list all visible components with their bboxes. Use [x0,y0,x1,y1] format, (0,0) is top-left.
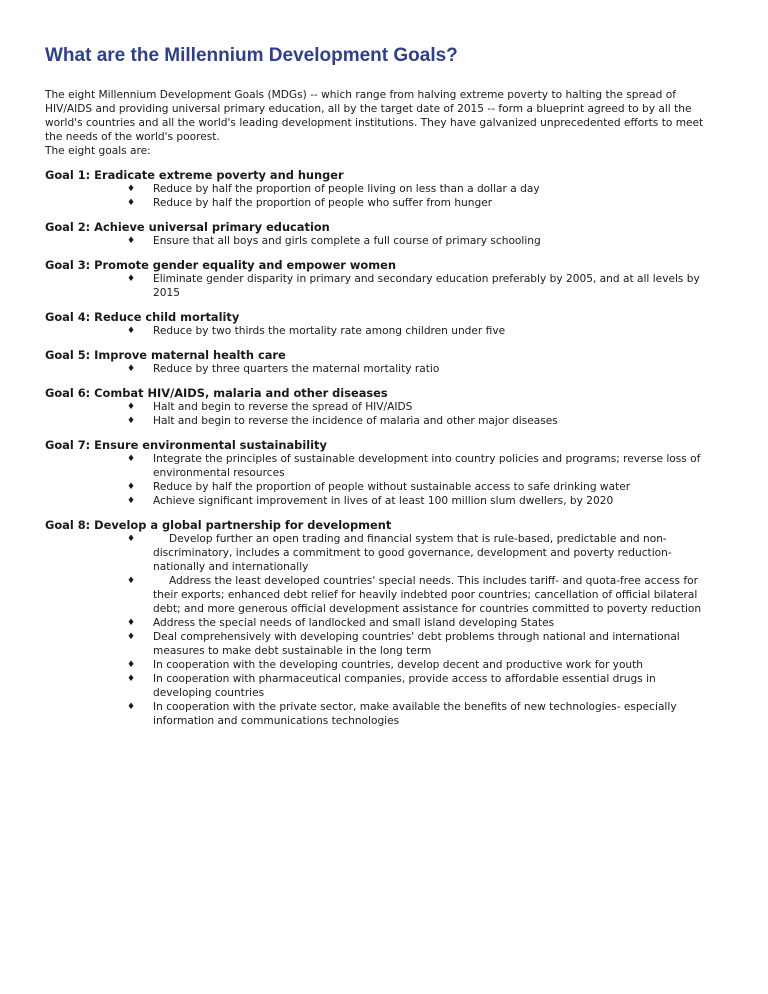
target-list [45,272,715,300]
diamond-bullet-icon: ♦ [127,618,136,628]
target-item [45,196,713,210]
goal-heading: Goal 3: Promote gender equality and empower women [45,258,396,272]
target-text: Reduce by half the proportion of people living on less than a dollar a day [153,183,540,195]
diamond-bullet-icon: ♦ [127,364,136,374]
target-text: In cooperation with the private sector, make available the benefits of new technologies- especially information and communications technologies [153,701,677,727]
diamond-bullet-icon: ♦ [127,326,136,336]
goal-heading: Goal 7: Ensure environmental sustainability [45,438,327,452]
page-title: What are the Millennium Development Goals? [45,45,458,66]
goal-heading: Goal 6: Combat HIV/AIDS, malaria and other diseases [45,386,388,400]
target-text: Reduce by three quarters the maternal mortality ratio [153,363,440,375]
target-item [45,616,713,630]
goal-section-3 [45,258,715,300]
target-text: Eliminate gender disparity in primary and secondary education preferably by 2005, and at all levels by 2015 [153,273,700,299]
target-text: Achieve significant improvement in lives of at least 100 million slum dwellers, by 2020 [153,495,614,507]
goal-section-6 [45,386,715,428]
target-item [45,234,713,248]
goal-section-5 [45,348,715,376]
target-item [45,480,713,494]
intro-lead: The eight goals are: [45,145,151,157]
goal-heading: Goal 2: Achieve universal primary education [45,220,330,234]
goal-heading: Goal 4: Reduce child mortality [45,310,240,324]
diamond-bullet-icon: ♦ [127,236,136,246]
diamond-bullet-icon: ♦ [127,660,136,670]
goal-heading: Goal 1: Eradicate extreme poverty and hunger [45,168,344,182]
intro-section [45,88,715,158]
diamond-bullet-icon: ♦ [127,198,136,208]
target-item [45,414,713,428]
target-item [45,574,713,616]
target-text: Reduce by half the proportion of people who suffer from hunger [153,197,493,209]
diamond-bullet-icon: ♦ [127,482,136,492]
target-text: Address the least developed countries' special needs. This includes tariff- and quota-free access for their exports; enhanced debt relief for heavily indebted poor countries; cancellation of official bilateral debt; and more generous official development assistance for countries committed to poverty reduction [153,575,702,615]
target-text: In cooperation with the developing countries, develop decent and productive work for youth [153,659,644,671]
target-item [45,494,713,508]
diamond-bullet-icon: ♦ [127,576,136,586]
diamond-bullet-icon: ♦ [127,402,136,412]
target-text: Address the special needs of landlocked and small island developing States [153,617,555,629]
goal-section-7 [45,438,715,508]
goal-section-8 [45,518,715,728]
diamond-bullet-icon: ♦ [127,416,136,426]
target-item [45,324,713,338]
target-list [45,400,715,428]
target-text: Halt and begin to reverse the spread of HIV/AIDS [153,401,413,413]
target-text: Integrate the principles of sustainable development into country policies and programs; reverse loss of environmental resources [153,453,701,479]
target-list [45,532,715,728]
target-item [45,672,713,700]
diamond-bullet-icon: ♦ [127,632,136,642]
diamond-bullet-icon: ♦ [127,674,136,684]
target-item [45,630,713,658]
goal-heading: Goal 5: Improve maternal health care [45,348,286,362]
diamond-bullet-icon: ♦ [127,454,136,464]
target-item [45,362,713,376]
goal-section-1 [45,168,715,210]
goal-section-2 [45,220,715,248]
goal-heading: Goal 8: Develop a global partnership for development [45,518,392,532]
diamond-bullet-icon: ♦ [127,274,136,284]
intro-paragraph: The eight Millennium Development Goals (MDGs) -- which range from halving extreme poverty to halting the spread of HIV/AIDS and providing universal primary education, all by the target date of 2015 -- form a blueprint agreed to by all the world's countries and all the world's leading development institutions. They have galvanized unprecedented efforts to meet the needs of the world's poorest. [45,89,704,143]
target-item [45,182,713,196]
target-list [45,182,715,210]
diamond-bullet-icon: ♦ [127,496,136,506]
goals-list [45,168,715,728]
target-text: Reduce by two thirds the mortality rate among children under five [153,325,506,337]
target-item [45,400,713,414]
target-text: In cooperation with pharmaceutical companies, provide access to affordable essential drugs in developing countries [153,673,656,699]
document-page [45,44,715,728]
target-item [45,658,713,672]
target-item [45,700,713,728]
target-list [45,362,715,376]
target-item [45,452,713,480]
target-text: Develop further an open trading and financial system that is rule-based, predictable and non-discriminatory, includes a commitment to good governance, development and poverty reduction- nationally and internationally [153,533,672,573]
target-list [45,324,715,338]
target-text: Deal comprehensively with developing countries' debt problems through national and international measures to make debt sustainable in the long term [153,631,680,657]
target-item [45,272,713,300]
target-list [45,234,715,248]
target-text: Reduce by half the proportion of people without sustainable access to safe drinking water [153,481,631,493]
target-text: Ensure that all boys and girls complete a full course of primary schooling [153,235,541,247]
goal-section-4 [45,310,715,338]
diamond-bullet-icon: ♦ [127,184,136,194]
target-item [45,532,713,574]
target-list [45,452,715,508]
diamond-bullet-icon: ♦ [127,702,136,712]
diamond-bullet-icon: ♦ [127,534,136,544]
target-text: Halt and begin to reverse the incidence of malaria and other major diseases [153,415,558,427]
